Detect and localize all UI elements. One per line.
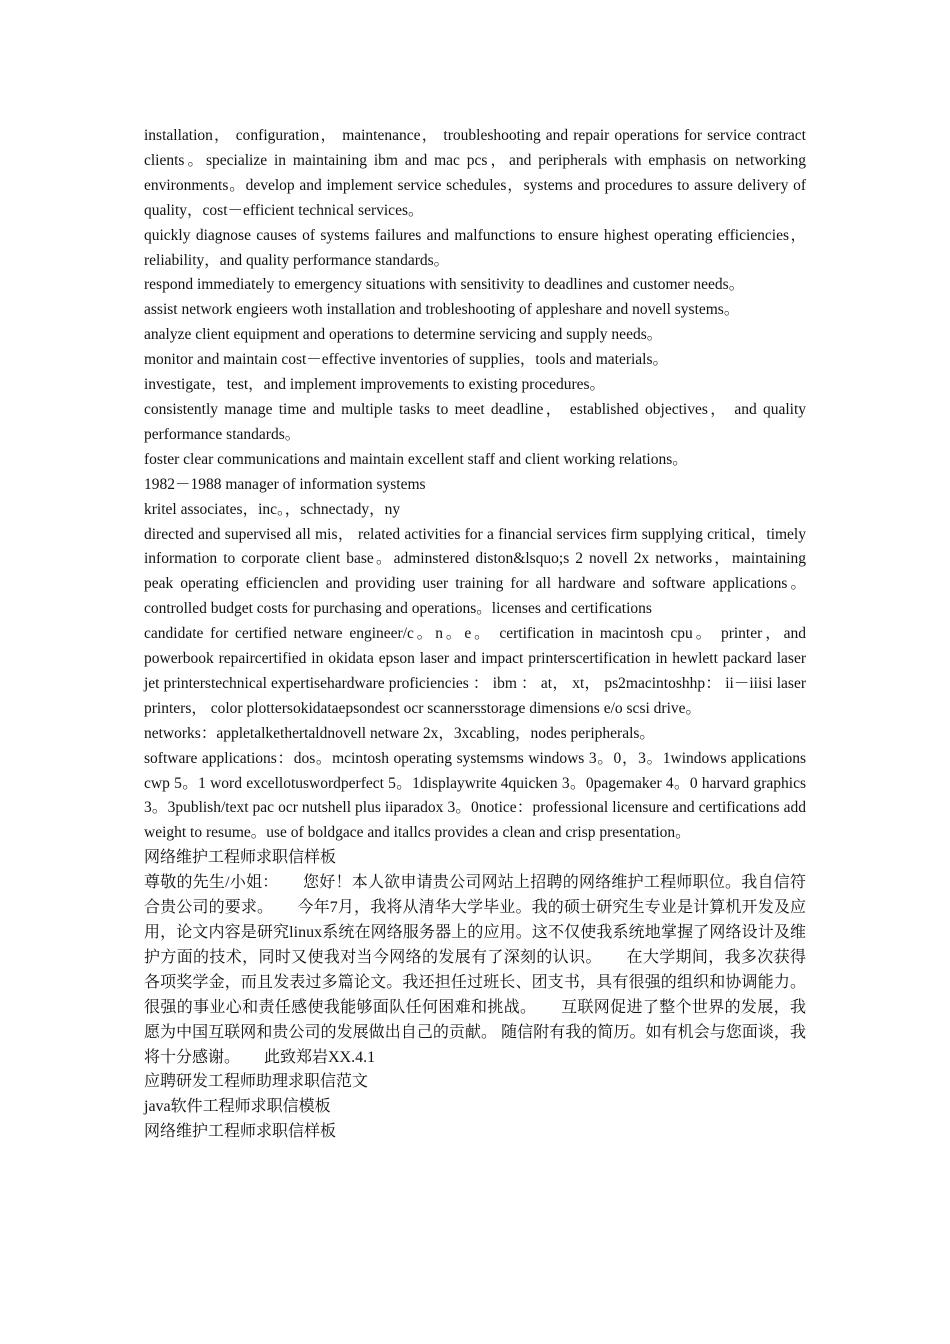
paragraph-networks: networks：appletalkethertaldnovell netware 2x，3xcabling，nodes peripherals。 <box>144 724 655 742</box>
paragraph-communications: foster clear communications and maintain excellent staff and client working relations。 <box>144 450 688 468</box>
paragraph-certifications: candidate for certified netware engineer/c。n。e。 certification in macintosh cpu。 printer，and powerbook repaircertified in okidata epson laser and impact printerscertification in hewlett packard laser jet printerstechnical expertisehardware proficiencies ： ibm ： at， xt， ps2macintoshhp： ii－iiisi laser printers， color plottersokidataepsondest ocr scannersstorage dimensions e/o scsi drive。 <box>144 625 806 717</box>
paragraph-mis-duties: directed and supervised all mis， related activities for a financial services firm supplying critical，timely information to corporate client base。adminstered diston&lsquo;s 2 novell 2x networks，maintaining peak operating efficienclen and providing user training for all hardware and software applications。controlled budget costs for purchasing and operations。licenses and certifications <box>144 525 806 618</box>
section-title-cn: 网络维护工程师求职信样板 <box>144 849 337 867</box>
related-link-1: 应聘研发工程师助理求职信范文 <box>144 1073 369 1091</box>
paragraph-analyze: analyze client equipment and operations to determine servicing and supply needs。 <box>144 326 663 344</box>
paragraph-emergency: respond immediately to emergency situations with sensitivity to deadlines and customer needs。 <box>144 276 745 294</box>
related-link-2: java软件工程师求职信模板 <box>144 1098 331 1116</box>
paragraph-inventory: monitor and maintain cost－effective inventories of supplies，tools and materials。 <box>144 351 669 369</box>
document-page <box>144 124 806 1145</box>
paragraph-software: software applications：dos。mcintosh operating systemsms windows 3。0，3。1windows applications cwp 5。1 word excellotuswordperfect 5。1displaywrite 4quicken 3。0pagemaker 4。0 harvard graphics 3。3publish/text pac ocr nutshell plus iiparadox 3。0notice：professional licensure and certifications add weight to resume。use of boldgace and itallcs provides a clean and crisp presentation。 <box>144 749 806 842</box>
employer-line: kritel associates，inc。，schnectady，ny <box>144 500 401 518</box>
job-period-title: 1982－1988 manager of information systems <box>144 475 426 493</box>
related-link-3: 网络维护工程师求职信样板 <box>144 1123 337 1141</box>
paragraph-network-assist: assist network engieers woth installation and trobleshooting of appleshare and novell systems。 <box>144 301 740 319</box>
cover-letter-body-cn: 尊敬的先生/小姐： 您好！本人欲申请贵公司网站上招聘的网络维护工程师职位。我自信符合贵公司的要求。 今年7月，我将从清华大学毕业。我的硕士研究生专业是计算机开发及应用，论文内容是研究linux系统在网络服务器上的应用。这不仅使我系统地掌握了网络设计及维护方面的技术，同时又使我对当今网络的发展有了深刻的认识。 在大学期间，我多次获得各项奖学金，而且发表过多篇论文。我还担任过班长、团支书，具有很强的组织和协调能力。很强的事业心和责任感使我能够面队任何困难和挑战。 互联网促进了整个世界的发展，我愿为中国互联网和贵公司的发展做出自己的贡献。 随信附有我的简历。如有机会与您面谈，我将十分感谢。 此致郑岩XX.4.1 <box>144 874 806 1066</box>
paragraph-time-management: consistently manage time and multiple tasks to meet deadline， established objectives， and quality performance standards。 <box>144 400 806 443</box>
paragraph-investigate: investigate，test，and implement improvements to existing procedures。 <box>144 376 606 394</box>
paragraph-service-operations: installation， configuration， maintenance， troubleshooting and repair operations for service contract clients。specialize in maintaining ibm and mac pcs，and peripherals with emphasis on networking environments。develop and implement service schedules，systems and procedures to assure delivery of quality，cost－efficient technical services。 <box>144 127 806 219</box>
paragraph-diagnose: quickly diagnose causes of systems failures and malfunctions to ensure highest operating efficiencies，reliability，and quality performance standards。 <box>144 226 806 269</box>
